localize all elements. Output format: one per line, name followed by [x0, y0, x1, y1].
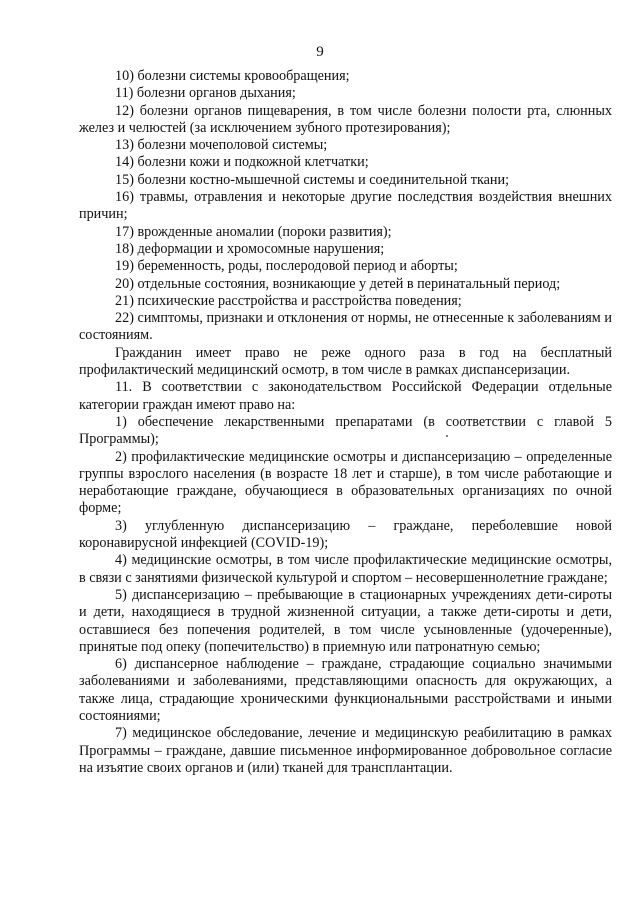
- right-item-1: 1) обеспечение лекарственными препаратами (в соответствии с главой 5 Программы);: [79, 413, 612, 448]
- list-item-11: 11) болезни органов дыхания;: [115, 85, 296, 102]
- list-item-22: 22) симптомы, признаки и отклонения от нормы, не отнесенные к заболеваниям и состояниям.: [79, 310, 612, 344]
- right-item-2: 2) профилактические медицинские осмотры и диспансеризацию – определенные группы взрослого населения (в возрасте 18 лет и старше), в том числе работающие и неработающие граждане, обучающиеся в образовательных организациях по очной форме;: [79, 448, 612, 517]
- list-item-21: 21) психические расстройства и расстройства поведения;: [115, 292, 462, 309]
- list-item-13: 13) болезни мочеполовой системы;: [115, 137, 328, 154]
- page-number: 9: [316, 44, 324, 60]
- scan-speck: [446, 435, 448, 437]
- list-item-12: 12) болезни органов пищеварения, в том числе болезни полости рта, слюнных желез и челюстей (за исключением зубного протезирования);: [79, 102, 612, 136]
- list-item-16: 16) травмы, отравления и некоторые другие последствия воздействия внешних причин;: [79, 189, 612, 223]
- list-item-19: 19) беременность, роды, послеродовой период и аборты;: [115, 258, 458, 275]
- list-item-10: 10) болезни системы кровообращения;: [115, 68, 350, 84]
- list-item-15: 15) болезни костно-мышечной системы и соединительной ткани;: [115, 171, 510, 188]
- right-item-4: 4) медицинские осмотры, в том числе профилактические медицинские осмотры, в связи с занятиями физической культурой и спортом – несовершеннолетние граждане;: [79, 552, 612, 586]
- right-item-3: 3) углубленную диспансеризацию – граждане, переболевшие новой коронавирусной инфекцией (COVID-19);: [79, 517, 612, 552]
- right-item-7: 7) медицинское обследование, лечение и медицинскую реабилитацию в рамках Программы – граждане, давшие письменное информированное добровольное согласие на изъятие своих органов и (или) тканей для трансплантации.: [79, 725, 612, 776]
- citizen-right-paragraph: Гражданин имеет право не реже одного раза в год на бесплатный профилактический медицинский осмотр, в том числе в рамках диспансеризации.: [79, 344, 612, 379]
- document-body: [79, 68, 612, 777]
- right-item-6: 6) диспансерное наблюдение – граждане, страдающие социально значимыми заболеваниями и заболеваниями, представляющими опасность для окружающих, а также лица, страдающие хроническими функциональными расстройствами и иными состояниями;: [79, 656, 612, 724]
- right-item-5: 5) диспансеризацию – пребывающие в стационарных учреждениях дети-сироты и дети, находящиеся в трудной жизненной ситуации, а также дети-сироты и дети, оставшиеся без попечения родителей, в том числе усыновленные (удочеренные), принятые под опеку (попечительство) в приемную или патронатную семью;: [79, 586, 612, 655]
- list-item-17: 17) врожденные аномалии (пороки развития);: [115, 223, 392, 240]
- list-item-18: 18) деформации и хромосомные нарушения;: [115, 240, 385, 257]
- list-item-14: 14) болезни кожи и подкожной клетчатки;: [115, 154, 369, 171]
- section-11-intro: 11. В соответствии с законодательством Российской Федерации отдельные категории граждан имеют право на:: [79, 379, 612, 413]
- list-item-20: 20) отдельные состояния, возникающие у детей в перинатальный период;: [115, 275, 561, 292]
